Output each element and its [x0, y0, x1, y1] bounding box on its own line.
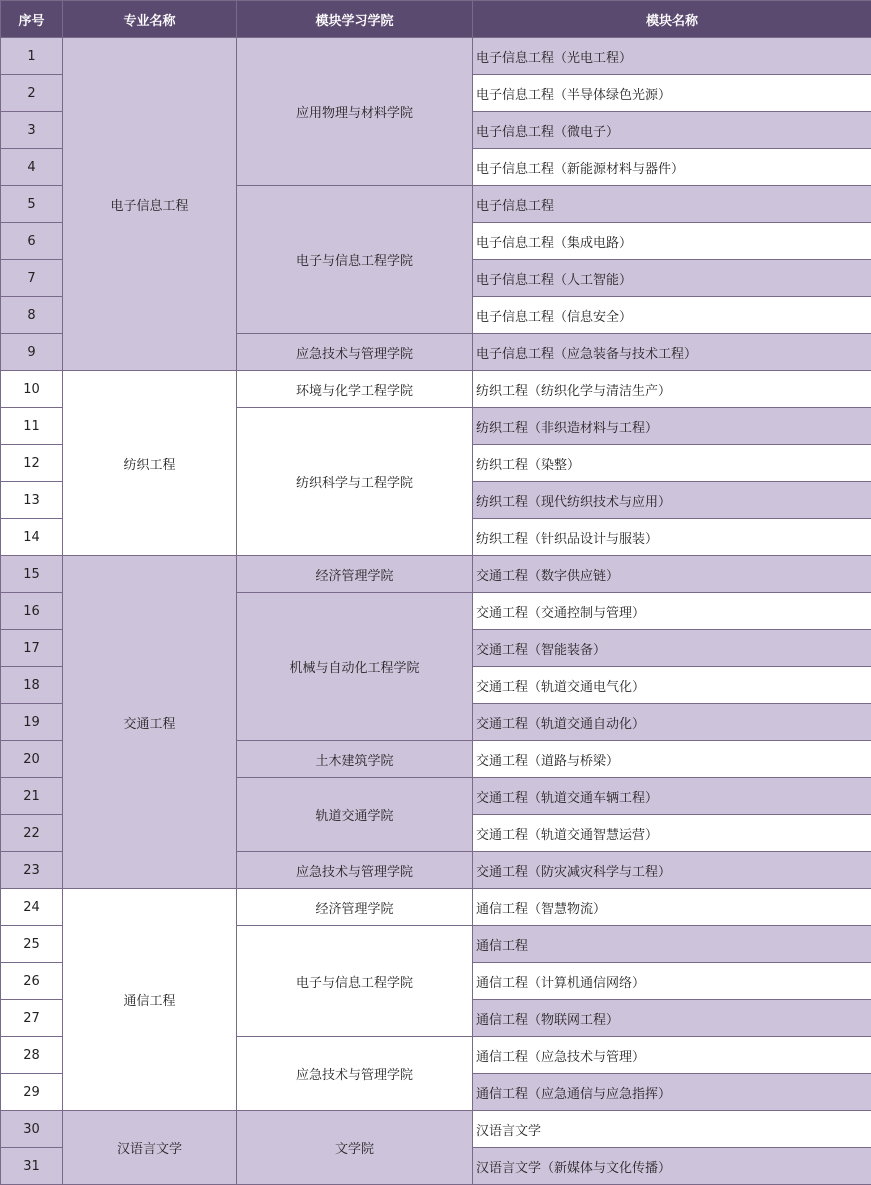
module-cell: 通信工程（物联网工程） [473, 1000, 871, 1037]
major-cell: 汉语言文学 [63, 1111, 237, 1185]
module-cell: 交通工程（轨道交通自动化） [473, 704, 871, 741]
college-cell: 经济管理学院 [237, 889, 473, 926]
module-cell: 电子信息工程（应急装备与技术工程） [473, 334, 871, 371]
module-cell: 电子信息工程（半导体绿色光源） [473, 75, 871, 112]
row-seq: 3 [1, 112, 63, 149]
module-cell: 通信工程 [473, 926, 871, 963]
row-seq: 22 [1, 815, 63, 852]
row-seq: 30 [1, 1111, 63, 1148]
module-cell: 交通工程（防灾减灾科学与工程） [473, 852, 871, 889]
row-seq: 6 [1, 223, 63, 260]
row-seq: 28 [1, 1037, 63, 1074]
module-cell: 交通工程（轨道交通智慧运营） [473, 815, 871, 852]
row-seq: 26 [1, 963, 63, 1000]
major-cell: 交通工程 [63, 556, 237, 889]
row-seq: 18 [1, 667, 63, 704]
college-cell: 应急技术与管理学院 [237, 334, 473, 371]
header-college: 模块学习学院 [237, 1, 473, 38]
module-cell: 电子信息工程 [473, 186, 871, 223]
module-cell: 交通工程（轨道交通电气化） [473, 667, 871, 704]
row-seq: 12 [1, 445, 63, 482]
header-module: 模块名称 [473, 1, 871, 38]
module-cell: 通信工程（智慧物流） [473, 889, 871, 926]
college-cell: 机械与自动化工程学院 [237, 593, 473, 741]
module-cell: 电子信息工程（光电工程） [473, 38, 871, 75]
college-cell: 应用物理与材料学院 [237, 38, 473, 186]
header-row [1, 1, 871, 38]
module-cell: 电子信息工程（人工智能） [473, 260, 871, 297]
module-cell: 交通工程（轨道交通车辆工程） [473, 778, 871, 815]
module-cell: 电子信息工程（新能源材料与器件） [473, 149, 871, 186]
row-seq: 24 [1, 889, 63, 926]
module-cell: 汉语言文学（新媒体与文化传播） [473, 1148, 871, 1185]
row-seq: 4 [1, 149, 63, 186]
row-seq: 14 [1, 519, 63, 556]
row-seq: 19 [1, 704, 63, 741]
table-row [1, 1111, 871, 1148]
college-cell: 纺织科学与工程学院 [237, 408, 473, 556]
module-cell: 纺织工程（现代纺织技术与应用） [473, 482, 871, 519]
row-seq: 11 [1, 408, 63, 445]
module-cell: 电子信息工程（微电子） [473, 112, 871, 149]
row-seq: 25 [1, 926, 63, 963]
module-cell: 交通工程（智能装备） [473, 630, 871, 667]
row-seq: 7 [1, 260, 63, 297]
row-seq: 27 [1, 1000, 63, 1037]
row-seq: 21 [1, 778, 63, 815]
row-seq: 31 [1, 1148, 63, 1185]
college-cell: 应急技术与管理学院 [237, 852, 473, 889]
row-seq: 5 [1, 186, 63, 223]
college-cell: 轨道交通学院 [237, 778, 473, 852]
module-cell: 电子信息工程（信息安全） [473, 297, 871, 334]
college-cell: 土木建筑学院 [237, 741, 473, 778]
table-row [1, 889, 871, 926]
table-row [1, 556, 871, 593]
module-cell: 通信工程（应急技术与管理） [473, 1037, 871, 1074]
row-seq: 8 [1, 297, 63, 334]
row-seq: 1 [1, 38, 63, 75]
college-cell: 应急技术与管理学院 [237, 1037, 473, 1111]
row-seq: 9 [1, 334, 63, 371]
college-cell: 文学院 [237, 1111, 473, 1185]
college-cell: 电子与信息工程学院 [237, 926, 473, 1037]
module-cell: 汉语言文学 [473, 1111, 871, 1148]
row-seq: 10 [1, 371, 63, 408]
row-seq: 20 [1, 741, 63, 778]
table-row [1, 38, 871, 75]
header-major: 专业名称 [63, 1, 237, 38]
module-cell: 通信工程（应急通信与应急指挥） [473, 1074, 871, 1111]
major-cell: 电子信息工程 [63, 38, 237, 371]
module-cell: 交通工程（数字供应链） [473, 556, 871, 593]
header-seq: 序号 [1, 1, 63, 38]
row-seq: 23 [1, 852, 63, 889]
row-seq: 15 [1, 556, 63, 593]
module-cell: 通信工程（计算机通信网络） [473, 963, 871, 1000]
module-cell: 纺织工程（纺织化学与清洁生产） [473, 371, 871, 408]
row-seq: 29 [1, 1074, 63, 1111]
row-seq: 17 [1, 630, 63, 667]
row-seq: 2 [1, 75, 63, 112]
row-seq: 16 [1, 593, 63, 630]
module-cell: 交通工程（道路与桥梁） [473, 741, 871, 778]
module-cell: 电子信息工程（集成电路） [473, 223, 871, 260]
module-cell: 交通工程（交通控制与管理） [473, 593, 871, 630]
module-cell: 纺织工程（针织品设计与服装） [473, 519, 871, 556]
college-cell: 电子与信息工程学院 [237, 186, 473, 334]
college-cell: 环境与化学工程学院 [237, 371, 473, 408]
module-cell: 纺织工程（非织造材料与工程） [473, 408, 871, 445]
college-cell: 经济管理学院 [237, 556, 473, 593]
module-cell: 纺织工程（染整） [473, 445, 871, 482]
table-row [1, 371, 871, 408]
major-cell: 通信工程 [63, 889, 237, 1111]
major-cell: 纺织工程 [63, 371, 237, 556]
row-seq: 13 [1, 482, 63, 519]
